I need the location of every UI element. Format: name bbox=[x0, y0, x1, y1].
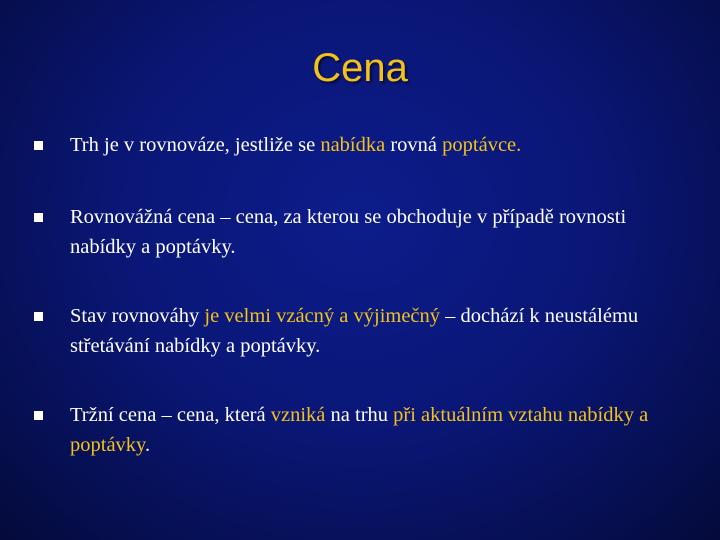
highlighted-term: při aktuálním vztahu nabídky a poptávky bbox=[70, 404, 649, 456]
bullet-text bbox=[70, 305, 638, 357]
bullet-text bbox=[70, 134, 521, 156]
text-segment: Trh je v rovnováze, jestliže se bbox=[70, 134, 321, 156]
highlighted-term: je velmi vzácný a výjimečný bbox=[204, 305, 441, 327]
highlighted-term: poptávce. bbox=[442, 134, 522, 156]
text-segment: Stav rovnováhy bbox=[70, 305, 205, 327]
bullet-list bbox=[34, 130, 674, 460]
text-segment: . bbox=[144, 434, 151, 456]
text-segment: Rovnovážná cena – cena, za kterou se obchoduje v případě rovnosti nabídky a poptávky. bbox=[70, 206, 627, 258]
square-bullet-icon bbox=[34, 213, 43, 222]
square-bullet-icon bbox=[34, 141, 43, 150]
bullet-text bbox=[70, 206, 626, 258]
highlighted-term: nabídka bbox=[320, 134, 386, 156]
slide-title: Cena bbox=[312, 46, 408, 90]
bullet-item bbox=[34, 130, 674, 160]
text-segment: – dochází k neustálému střetávání nabídky a poptávky. bbox=[70, 305, 639, 357]
text-segment: na trhu bbox=[325, 404, 394, 426]
highlighted-term: vzniká bbox=[270, 404, 326, 426]
text-segment: Tržní cena – cena, která bbox=[70, 404, 271, 426]
bullet-text bbox=[70, 404, 648, 456]
bullet-item bbox=[34, 301, 674, 361]
bullet-item bbox=[34, 400, 674, 460]
bullet-item bbox=[34, 202, 674, 262]
square-bullet-icon bbox=[34, 411, 43, 420]
text-segment: rovná bbox=[385, 134, 443, 156]
square-bullet-icon bbox=[34, 312, 43, 321]
